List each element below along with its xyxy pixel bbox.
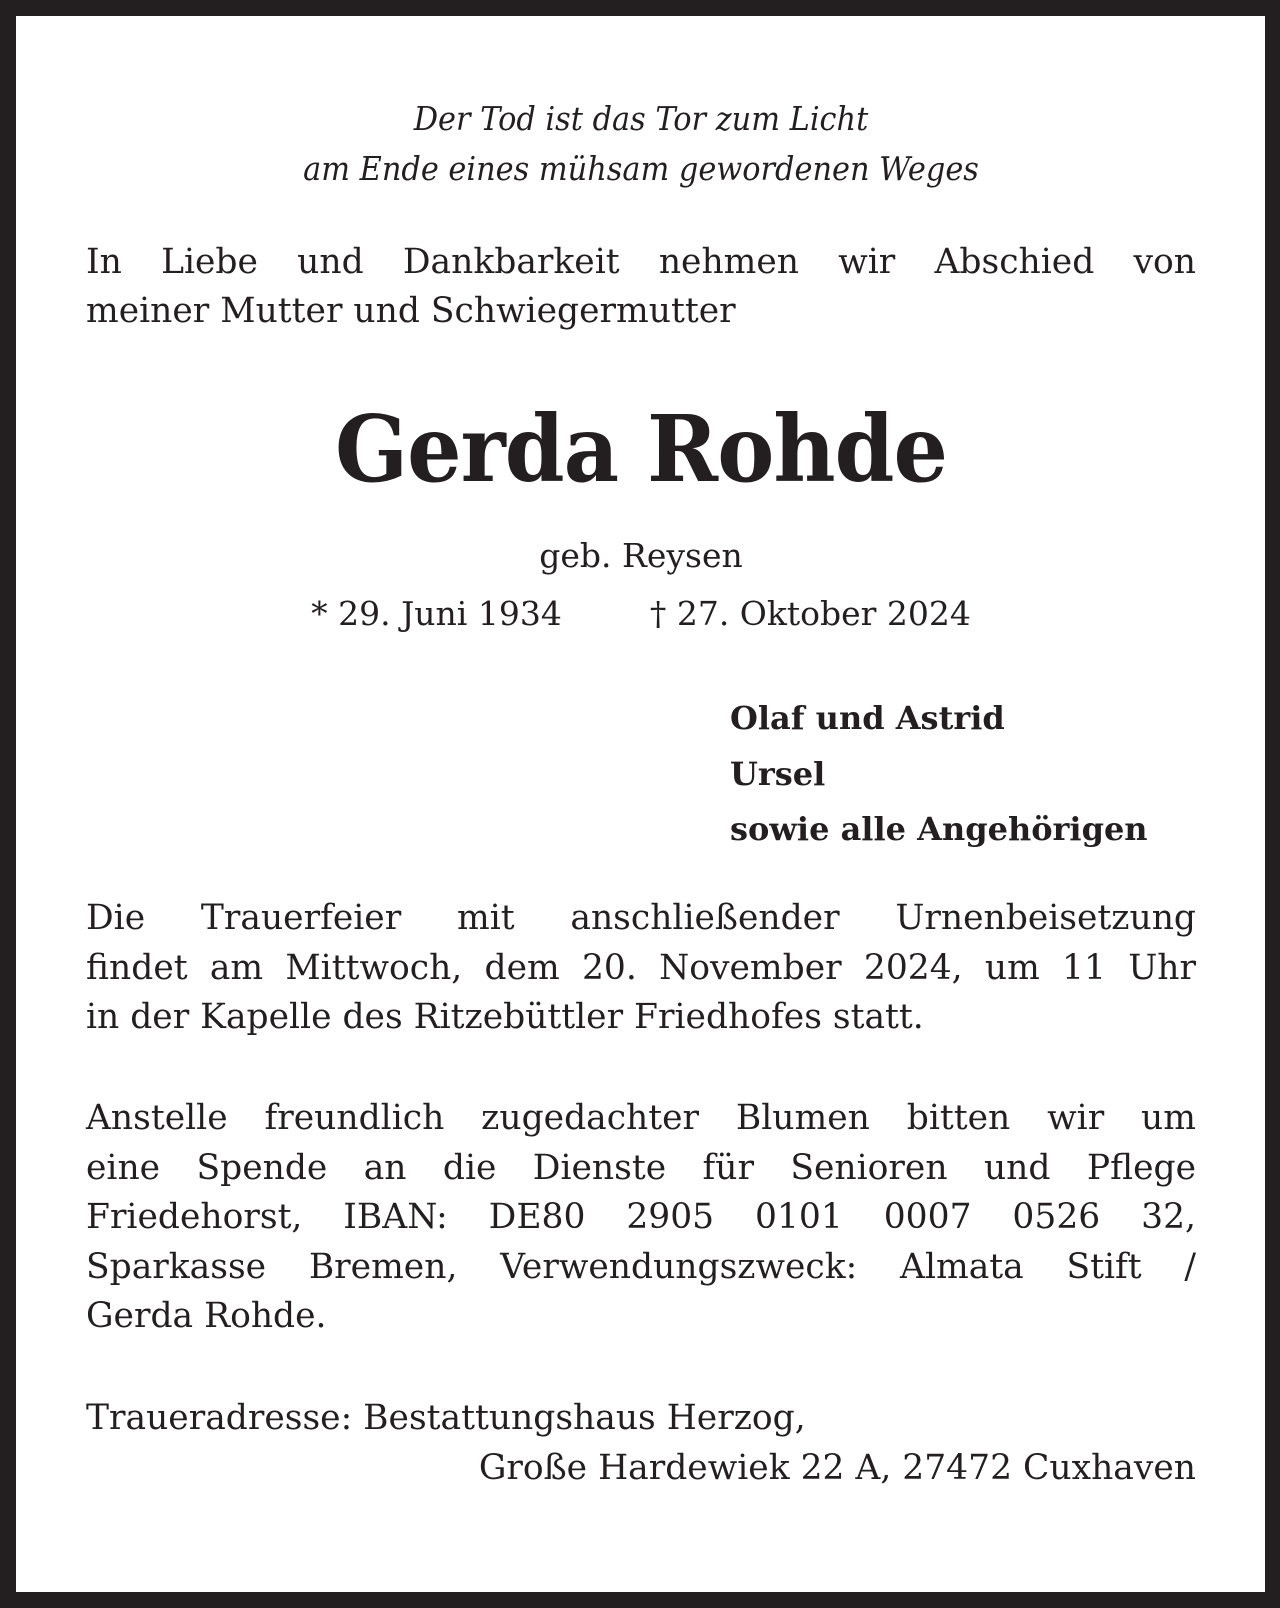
- intro-line-1: In Liebe und Dankbarkeit nehmen wir Abschied von: [86, 242, 1196, 282]
- mourner-item: sowie alle Angehörigen: [730, 810, 1148, 848]
- maiden-name: geb. Reysen: [539, 536, 743, 575]
- death-date: † 27. Oktober 2024: [649, 594, 971, 633]
- deceased-name: Gerda Rohde: [334, 395, 948, 503]
- donation-line-4: Sparkasse Bremen, Verwendungszweck: Almata Stift /: [86, 1246, 1196, 1287]
- motto-line-2: am Ende eines mühsam gewordenen Weges: [303, 149, 979, 188]
- donation-line-1: Anstelle freundlich zugedachter Blumen bitten wir um: [86, 1098, 1196, 1138]
- ceremony-paragraph: [86, 894, 1196, 1043]
- obituary-notice: [16, 16, 1265, 1592]
- motto-quote: [130, 94, 1151, 194]
- motto-line-1: Der Tod ist das Tor zum Licht: [413, 99, 869, 138]
- donation-line-2: eine Spende an die Dienste für Senioren und Pflege: [86, 1147, 1196, 1188]
- address-line-1: Traueradresse: Bestattungshaus Herzog,: [86, 1398, 806, 1438]
- ceremony-line-1: Die Trauerfeier mit anschließender Urnenbeisetzung: [86, 898, 1196, 938]
- mourner-item: Ursel: [730, 755, 826, 793]
- life-dates: [86, 590, 1196, 638]
- ceremony-line-2: findet am Mittwoch, dem 20. November 2024, um 11 Uhr: [86, 947, 1196, 988]
- birth-date: * 29. Juni 1934: [311, 594, 562, 633]
- intro-text: [86, 238, 1196, 336]
- mourning-address: [86, 1394, 1196, 1493]
- intro-line-2: meiner Mutter und Schwiegermutter: [86, 291, 736, 331]
- donation-paragraph: [86, 1094, 1196, 1342]
- mourner-item: Olaf und Astrid: [730, 699, 1005, 737]
- donation-line-3-iban: Friedehorst, IBAN: DE80 2905 0101 0007 0526 32,: [86, 1197, 1196, 1237]
- mourners-list: [730, 688, 1148, 859]
- ceremony-line-3: in der Kapelle des Ritzebüttler Friedhofes statt.: [86, 997, 924, 1037]
- address-line-2: Große Hardewiek 22 A, 27472 Cuxhaven: [478, 1447, 1196, 1488]
- donation-line-5: Gerda Rohde.: [86, 1296, 327, 1336]
